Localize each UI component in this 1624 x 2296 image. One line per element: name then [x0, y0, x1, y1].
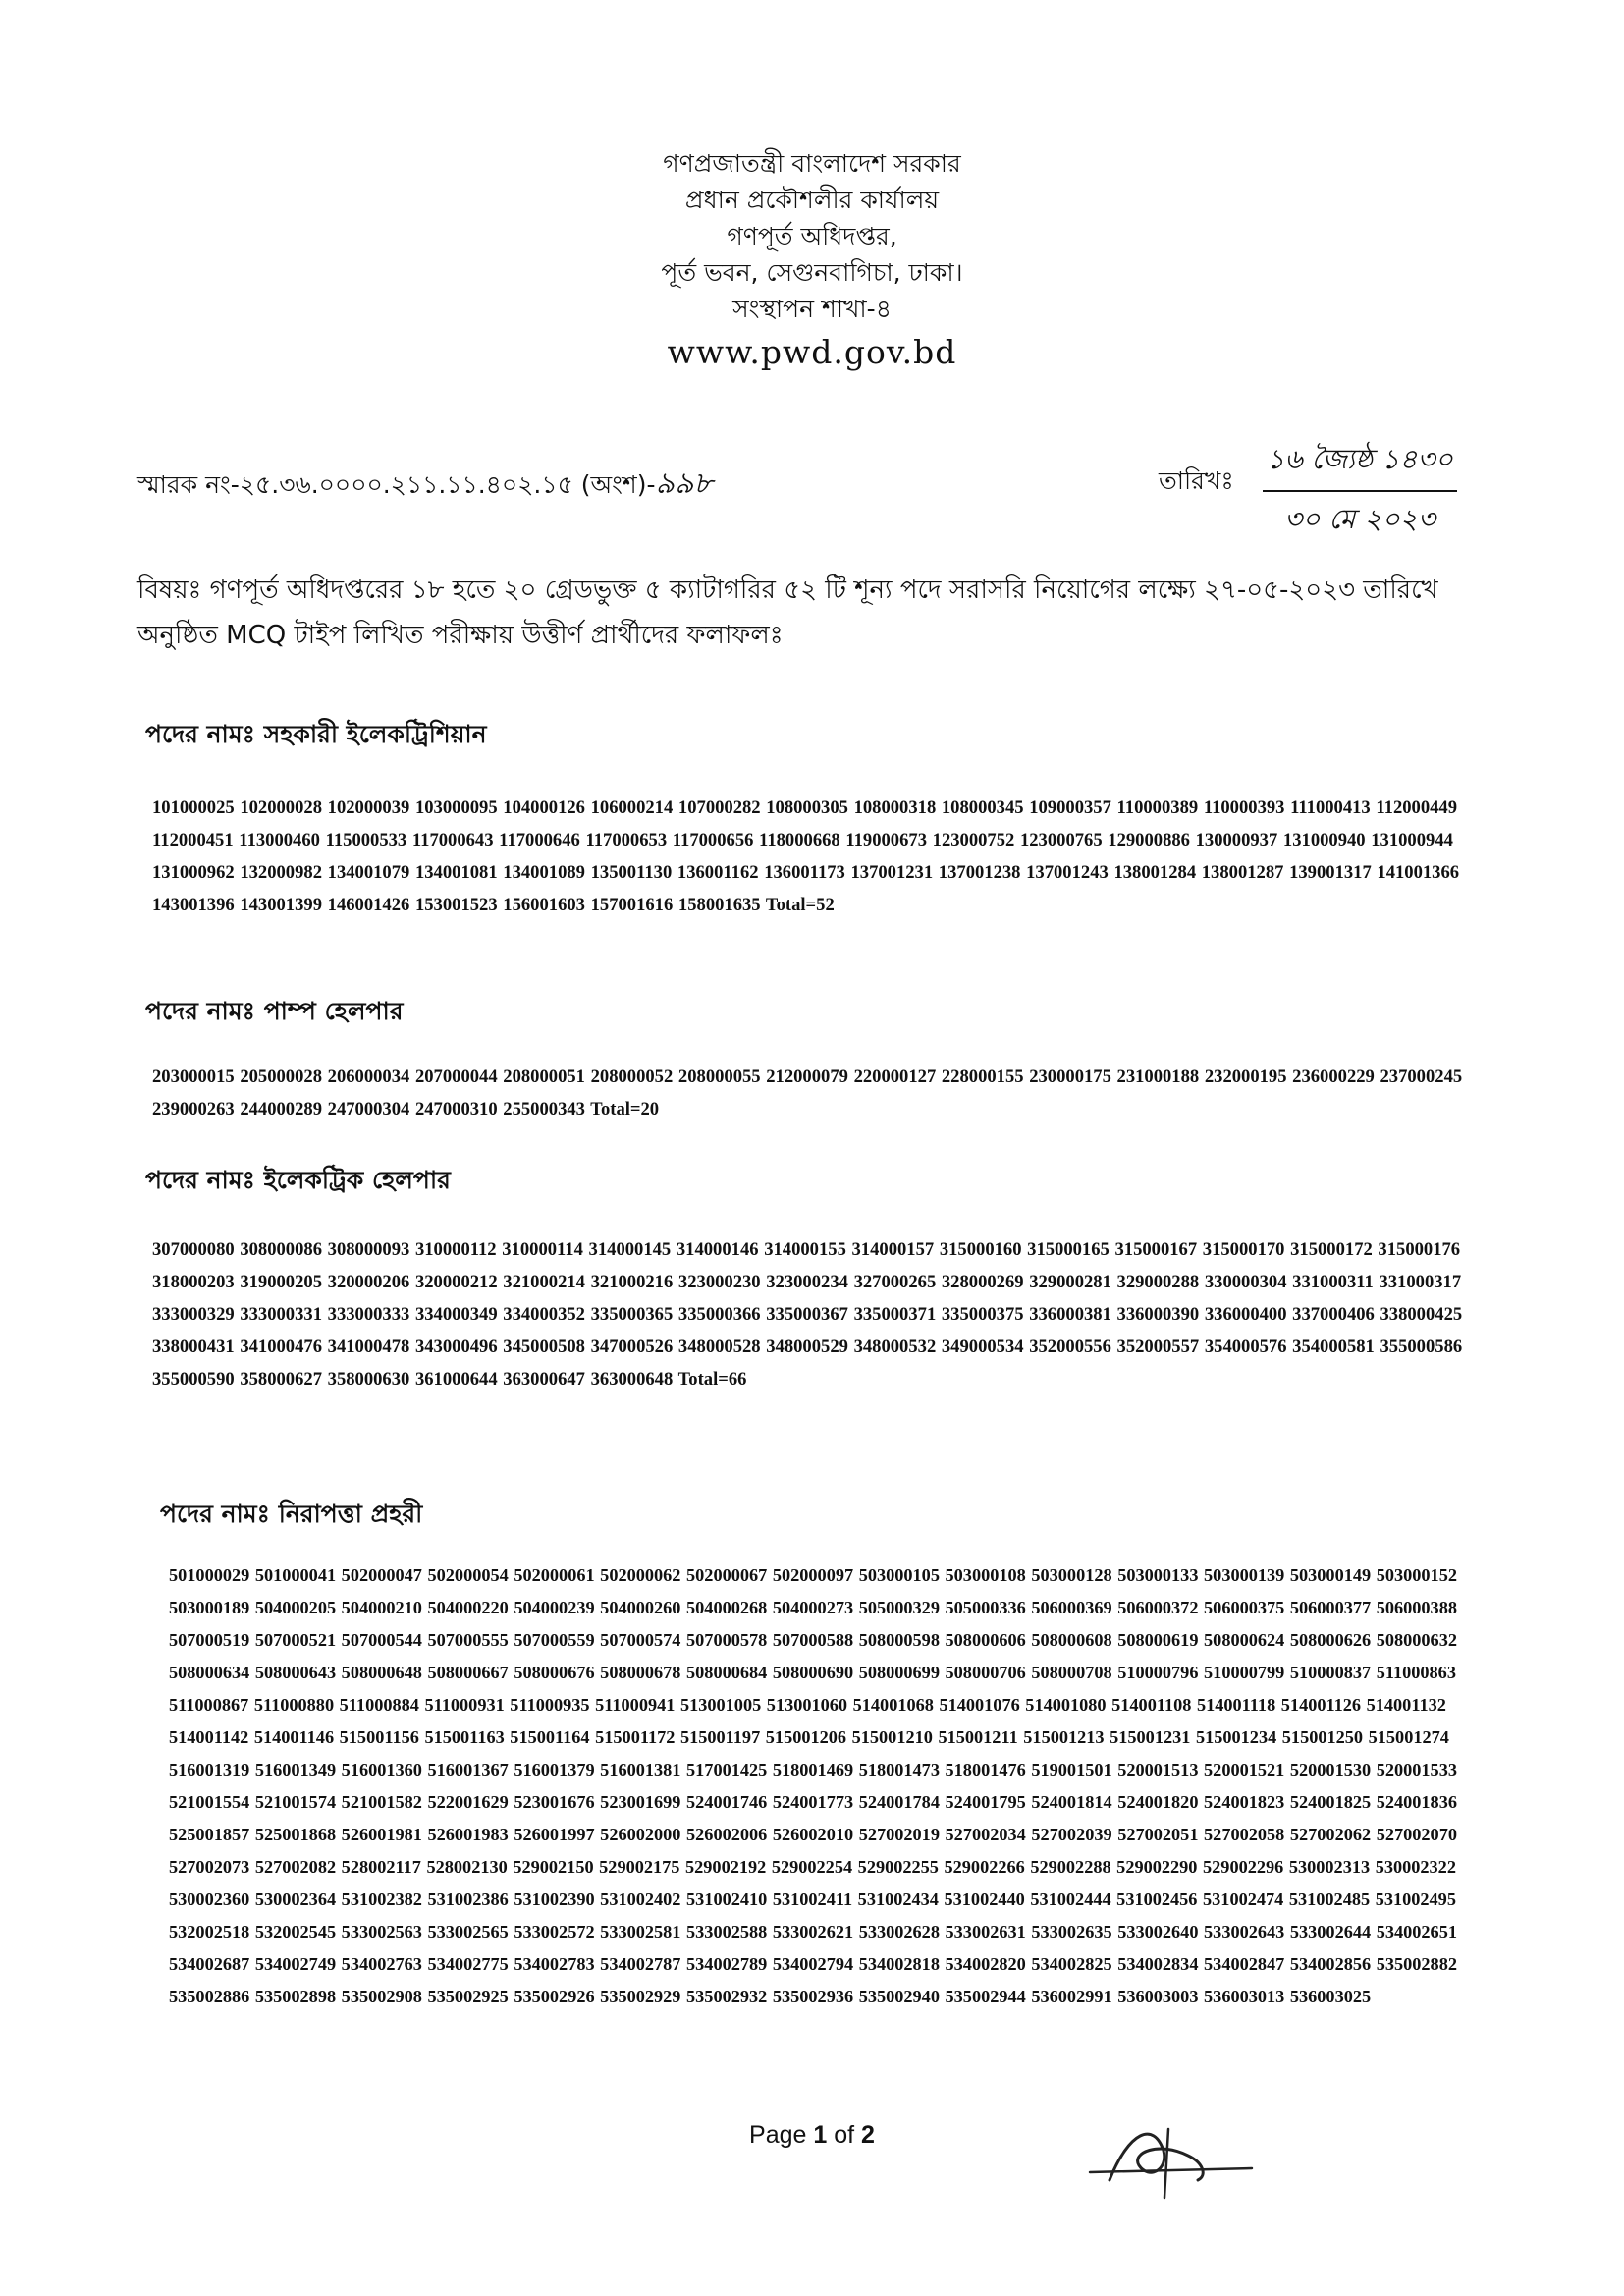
subject-line: বিষয়ঃ গণপূর্ত অধিদপ্তরের ১৮ হতে ২০ গ্রেডভুক্ত ৫ ক্যাটাগরির ৫২ টি শূন্য পদে সরাসরি নিয়োগের লক্ষ্যে ২৭-০৫-২০২৩ তারিখে অনুষ্ঠিত MCQ টাইপ লিখিত পরীক্ষায় উত্তীর্ণ প্রার্থীদের ফলাফলঃ	[137, 575, 1438, 650]
header-branch: সংস্থাপন শাখা-৪	[732, 295, 892, 323]
memo-prefix: স্মারক নং-২৫.৩৬.০০০০.২১১.১১.৪০২.১৫ (অংশ)-	[137, 470, 656, 499]
signature-icon	[1070, 2111, 1267, 2200]
header-office: প্রধান প্রকৌশলীর কার্যালয়	[684, 186, 940, 214]
page-current: 1	[813, 2121, 828, 2149]
page-total: 2	[861, 2121, 875, 2149]
header-government: গণপ্রজাতন্ত্রী বাংলাদেশ সরকার	[663, 149, 961, 178]
memo-handwritten-number: ৯৯৮	[655, 466, 713, 501]
office-header	[0, 145, 1624, 376]
date-label: তারিখঃ	[1159, 466, 1234, 495]
roll-list-electric-helper: 307000080 308000086 308000093 310000112 310000114 314000145 314000146 314000155 314000157 315000160 315000165 315000167 315000170 315000172 315000176 318000203 319000205 320000206 320000212 321000214 321000216 323000230 323000234 327000265 328000269 329000281 329000288 330000304 331000311 331000317 333000329 333000331 333000333 334000349 334000352 335000365 335000366 335000367 335000371 335000375 336000381 336000390 336000400 337000406 338000425 338000431 341000476 341000478 343000496 345000508 347000526 348000528 348000529 348000532 349000534 352000556 352000557 354000576 354000581 355000586 355000590 358000627 358000630 361000644 363000647 363000648 Total=66	[152, 1239, 1463, 1390]
date-english: ৩০ মে ২০২৩	[1284, 503, 1435, 535]
roll-list-pump-helper: 203000015 205000028 206000034 207000044 208000051 208000052 208000055 212000079 220000127 228000155 230000175 231000188 232000195 236000229 237000245 239000263 244000289 247000304 247000310 255000343 Total=20	[152, 1066, 1463, 1120]
roll-list-assistant-electrician: 101000025 102000028 102000039 103000095 104000126 106000214 107000282 108000305 108000318 108000345 109000357 110000389 110000393 111000413 112000449 112000451 113000460 115000533 117000643 117000646 117000653 117000656 118000668 119000673 123000752 123000765 129000886 130000937 131000940 131000944 131000962 132000982 134001079 134001081 134001089 135001130 136001162 136001173 137001231 137001238 137001243 138001284 138001287 139001317 141001366 143001396 143001399 146001426 153001523 156001603 157001616 158001635 Total=52	[152, 797, 1460, 915]
section-title-assistant-electrician: পদের নামঃ সহকারী ইলেকট্রিশিয়ান	[145, 720, 487, 748]
section-title-security-guard: পদের নামঃ নিরাপত্তা প্রহরী	[160, 1500, 423, 1528]
memo-number	[137, 460, 713, 510]
header-address: পূর্ত ভবন, সেগুনবাগিচা, ঢাকা।	[661, 258, 963, 287]
header-department: গণপূর্ত অধিদপ্তর,	[727, 222, 897, 250]
date-divider	[1263, 490, 1457, 492]
header-website: www.pwd.gov.bd	[667, 333, 957, 371]
section-title-pump-helper: পদের নামঃ পাম্প হেলপার	[145, 997, 404, 1025]
roll-list-security-guard: 501000029 501000041 502000047 502000054 502000061 502000062 502000067 502000097 503000105 503000108 503000128 503000133 503000139 503000149 503000152 503000189 504000205 504000210 504000220 504000239 504000260 504000268 504000273 505000329 505000336 506000369 506000372 506000375 506000377 506000388 507000519 507000521 507000544 507000555 507000559 507000574 507000578 507000588 508000598 508000606 508000608 508000619 508000624 508000626 508000632 508000634 508000643 508000648 508000667 508000676 508000678 508000684 508000690 508000699 508000706 508000708 510000796 510000799 510000837 511000863 511000867 511000880 511000884 511000931 511000935 511000941 513001005 513001060 514001068 514001076 514001080 514001108 514001118 514001126 514001132 514001142 514001146 515001156 515001163 515001164 515001172 515001197 515001206 515001210 515001211 515001213 515001231 515001234 515001250 515001274 516001319 516001349 516001360 516001367 516001379 516001381 517001425 518001469 518001473 518001476 519001501 520001513 520001521 520001530 520001533 521001554 521001574 521001582 522001629 523001676 523001699 524001746 524001773 524001784 524001795 524001814 524001820 524001823 524001825 524001836 525001857 525001868 526001981 526001983 526001997 526002000 526002006 526002010 527002019 527002034 527002039 527002051 527002058 527002062 527002070 527002073 527002082 528002117 528002130 529002150 529002175 529002192 529002254 529002255 529002266 529002288 529002290 529002296 530002313 530002322 530002360 530002364 531002382 531002386 531002390 531002402 531002410 531002411 531002434 531002440 531002444 531002456 531002474 531002485 531002495 532002518 532002545 533002563 533002565 533002572 533002581 533002588 533002621 533002628 533002631 533002635 533002640 533002643 533002644 534002651 534002687 534002749 534002763 534002775 534002783 534002787 534002789 534002794 534002818 534002820 534002825 534002834 534002847 534002856 535002882 535002886 535002898 535002908 535002925 535002926 535002929 535002932 535002936 535002940 535002944 536002991 536003003 536003013 536003025	[169, 1565, 1457, 2006]
page-indicator: Page 1 of 2	[749, 2121, 875, 2149]
date-bangla: ১৬ জ্যৈষ্ঠ ১৪৩০	[1267, 443, 1453, 475]
section-title-electric-helper: পদের নামঃ ইলেকট্রিক হেলপার	[145, 1166, 451, 1194]
date-block	[1257, 438, 1463, 544]
